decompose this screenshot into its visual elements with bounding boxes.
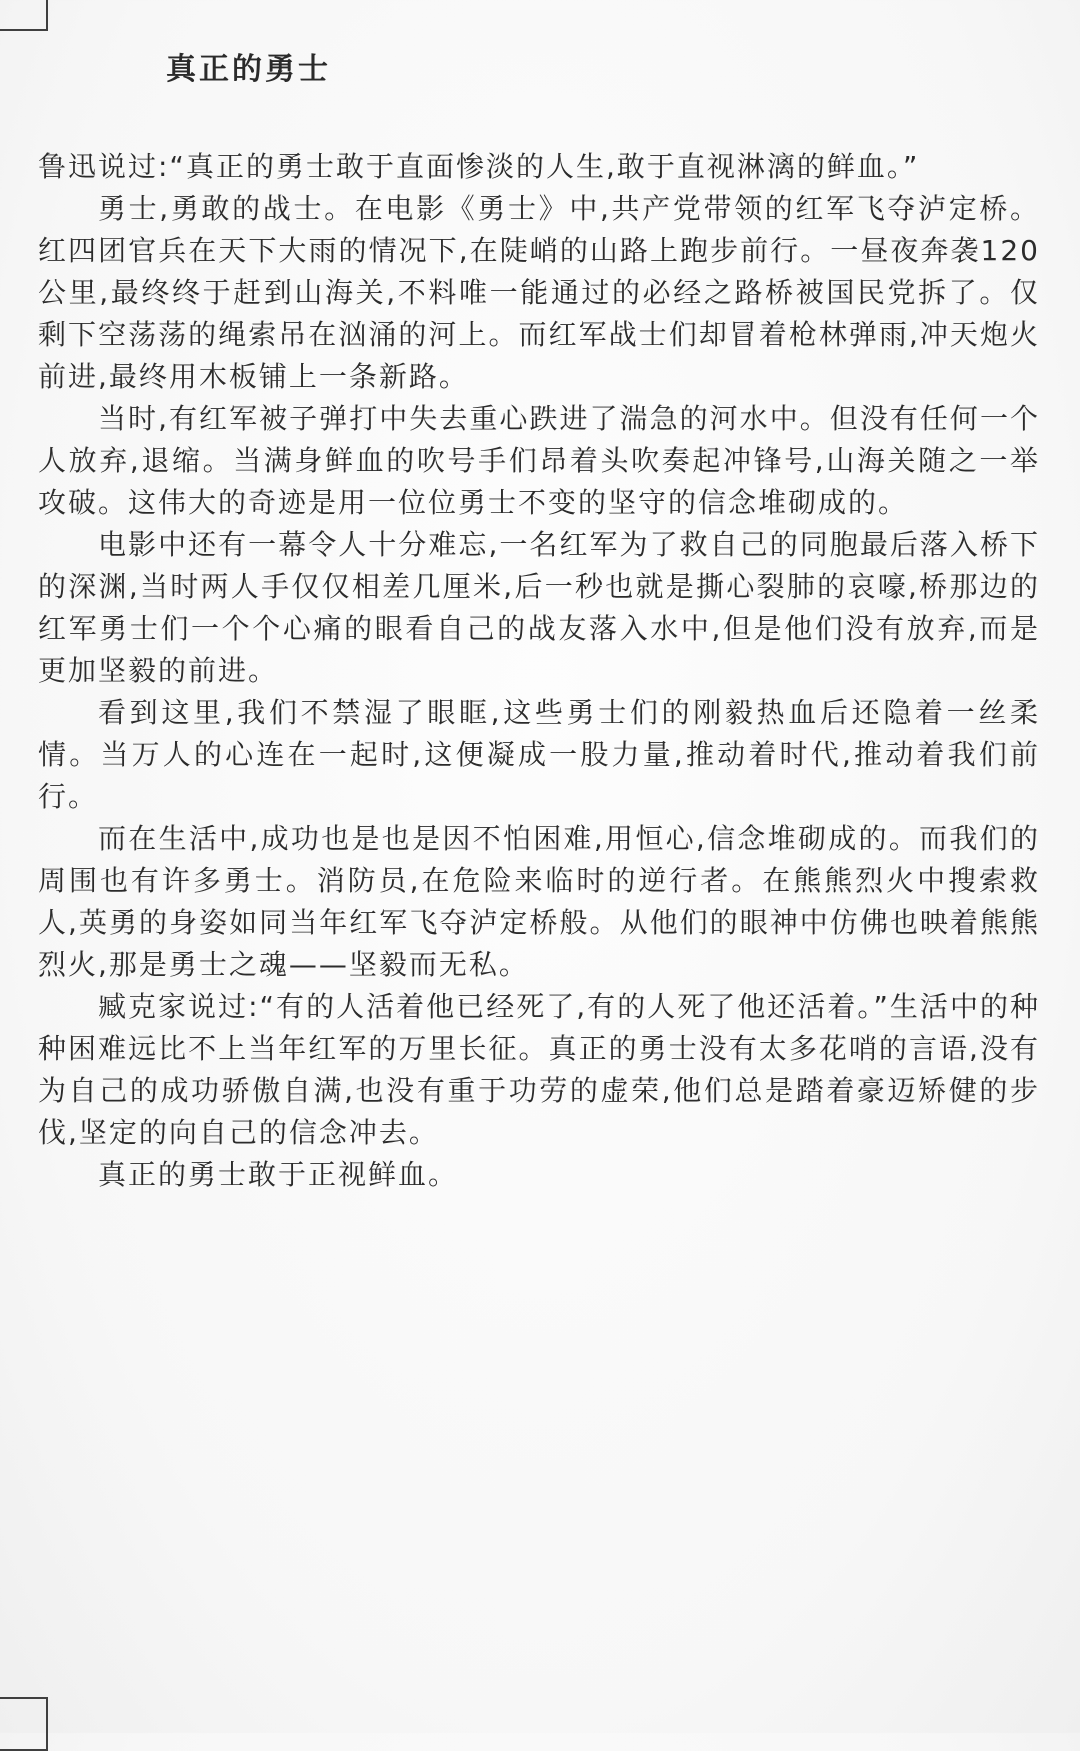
corner-mark-bottom-left [0,1697,48,1751]
corner-mark-top-left [0,0,48,31]
paragraph-life-warriors: 而在生活中,成功也是也是因不怕困难,用恒心,信念堆砌成的。而我们的周围也有许多勇士。消防员,在危险来临时的逆行者。在熊熊烈火中搜索救人,英勇的身姿如同当年红军飞夺泸定桥般。从他们的眼神中仿佛也映着熊熊烈火,那是勇士之魂——坚毅而无私。 [38,822,1040,981]
paragraph-tears-emotion: 看到这里,我们不禁湿了眼眶,这些勇士们的刚毅热血后还隐着一丝柔情。当万人的心连在一起时,这便凝成一股力量,推动着时代,推动着我们前行。 [38,696,1040,813]
paragraph-river-charge: 当时,有红军被子弹打中失去重心跌进了湍急的河水中。但没有任何一个人放弃,退缩。当满身鲜血的吹号手们昂着头吹奏起冲锋号,山海关随之一举攻破。这伟大的奇迹是用一位位勇士不变的坚守的信念堆砌成的。 [38,402,1040,519]
essay-body [38,146,1040,1196]
paragraph-rescue-scene: 电影中还有一幕令人十分难忘,一名红军为了救自己的同胞最后落入桥下的深渊,当时两人手仅仅相差几厘米,后一秒也就是撕心裂肺的哀嚎,桥那边的红军勇士们一个个心痛的眼看自己的战友落入水中,但是他们没有放弃,而是更加坚毅的前进。 [38,528,1040,687]
essay-title: 真正的勇士 [166,52,331,87]
paragraph-zangkejia-quote: 臧克家说过:“有的人活着他已经死了,有的人死了他还活着。”生活中的种种困难远比不上当年红军的万里长征。真正的勇士没有太多花哨的言语,没有为自己的成功骄傲自满,也没有重于功劳的虚荣,他们总是踏着豪迈矫健的步伐,坚定的向自己的信念冲去。 [38,990,1040,1149]
paragraph-movie-bridge: 勇士,勇敢的战士。在电影《勇士》中,共产党带领的红军飞夺泸定桥。红四团官兵在天下大雨的情况下,在陡峭的山路上跑步前行。一昼夜奔袭120公里,最终终于赶到山海关,不料唯一能通过的必经之路桥被国民党拆了。仅剩下空荡荡的绳索吊在汹涌的河上。而红军战士们却冒着枪林弹雨,冲天炮火前进,最终用木板铺上一条新路。 [38,192,1040,393]
paragraph-closing: 真正的勇士敢于正视鲜血。 [98,1158,459,1191]
paragraph-opening-quote: 鲁迅说过:“真正的勇士敢于直面惨淡的人生,敢于直视淋漓的鲜血。” [38,150,920,183]
